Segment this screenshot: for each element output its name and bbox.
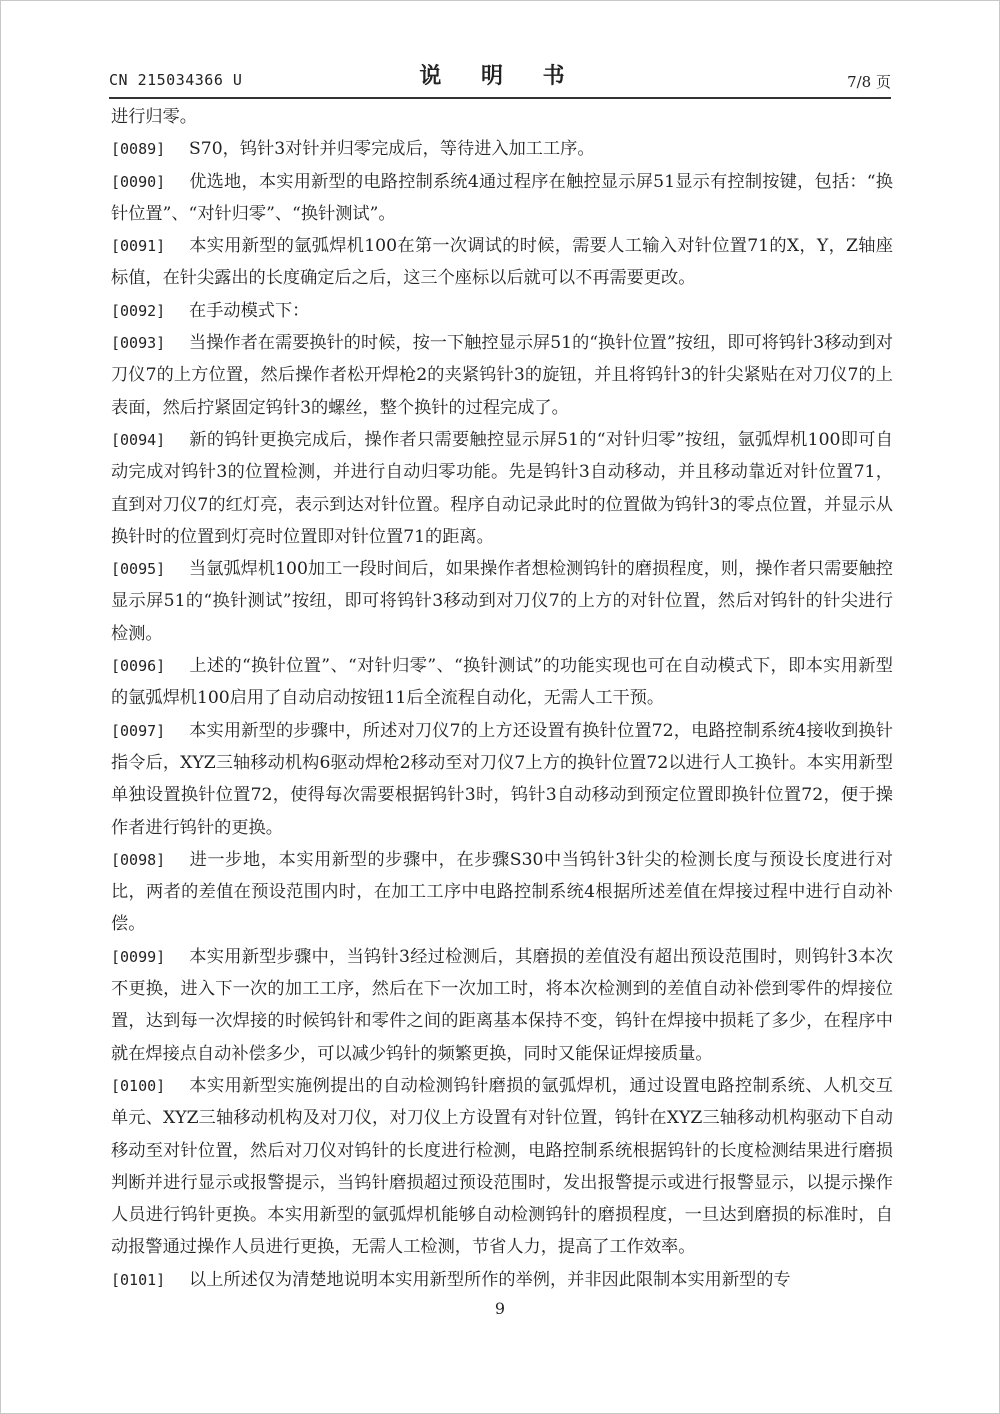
document-body <box>111 101 893 1296</box>
paragraph-number: [0100] <box>111 1076 166 1095</box>
paragraph <box>111 166 893 231</box>
paragraph-text: 本实用新型步骤中，当钨针3经过检测后，其磨损的差值没有超出预设范围时，则钨针3本次不更换，进入下一次的加工工序，然后在下一次加工时，将本次检测到的差值自动补偿到零件的焊接位置，达到每一次焊接的时候钨针和零件之间的距离基本保持不变，钨针在焊接中损耗了多少，在程序中就在焊接点自动补偿多少，可以减少钨针的频繁更换，同时又能保证焊接质量。 <box>111 946 893 1064</box>
paragraph-text: 当氩弧焊机100加工一段时间后，如果操作者想检测钨针的磨损程度，则，操作者只需要触控显示屏51的“换针测试”按纽，即可将钨针3移动到对刀仪7的上方的对针位置，然后对钨针的针尖进行检测。 <box>111 559 893 644</box>
paragraph-number: [0099] <box>111 947 166 966</box>
paragraph <box>111 230 893 295</box>
paragraph-number: [0097] <box>111 721 166 740</box>
paragraph <box>111 295 893 327</box>
paragraph <box>111 844 893 941</box>
paragraph-text: 本实用新型的步骤中，所述对刀仪7的上方还设置有换针位置72，电路控制系统4接收到换针指令后，XYZ三轴移动机构6驱动焊枪2移动至对刀仪7上方的换针位置72以进行人工换针。本实用新型单独设置换针位置72，使得每次需要根据钨针3时，钨针3自动移动到预定位置即换针位置72，便于操作者进行钨针的更换。 <box>111 720 893 838</box>
paragraph-text: 优选地，本实用新型的电路控制系统4通过程序在触控显示屏51显示有控制按键，包括：“换针位置”、“对针归零”、“换针测试”。 <box>111 171 893 224</box>
header-rule <box>109 97 891 99</box>
paragraph-number: [0090] <box>111 172 166 191</box>
paragraph-number: [0094] <box>111 430 166 449</box>
paragraph-text: 进一步地，本实用新型的步骤中，在步骤S30中当钨针3针尖的检测长度与预设长度进行对比，两者的差值在预设范围内时，在加工工序中电路控制系统4根据所述差值在焊接过程中进行自动补偿。 <box>111 849 893 935</box>
paragraph <box>111 424 893 553</box>
page-header <box>109 57 891 97</box>
paragraph-text: 当操作者在需要换针的时候，按一下触控显示屏51的“换针位置”按纽，即可将钨针3移动到对刀仪7的上方位置，然后操作者松开焊枪2的夹紧钨针3的旋钮，并且将钨针3的针尖紧贴在对刀仪7的上表面，然后拧紧固定钨针3的螺丝，整个换针的过程完成了。 <box>111 333 893 418</box>
paragraph-number: [0092] <box>111 301 166 320</box>
paragraph-number: [0091] <box>111 237 166 256</box>
paragraph <box>111 650 893 715</box>
paragraph-text: 新的钨针更换完成后，操作者只需要触控显示屏51的“对针归零”按纽，氩弧焊机100即可自动完成对钨针3的位置检测，并进行自动归零功能。先是钨针3自动移动，并且移动靠近对针位置71，直到对刀仪7的红灯亮，表示到达对针位置。程序自动记录此时的位置做为钨针3的零点位置，并显示从换针时的位置到灯亮时位置即对针位置71的距离。 <box>111 429 893 547</box>
paragraph-text: 上述的“换针位置”、“对针归零”、“换针测试”的功能实现也可在自动模式下，即本实用新型的氩弧焊机100启用了自动启动按钮11后全流程自动化，无需人工干预。 <box>111 656 893 709</box>
paragraph-text: 以上所述仅为清楚地说明本实用新型所作的举例，并非因此限制本实用新型的专 <box>189 1269 791 1290</box>
paragraph <box>111 101 893 133</box>
paragraph-number: [0098] <box>111 850 166 869</box>
page-number: 9 <box>494 1299 506 1318</box>
paragraph-number: [0095] <box>111 560 166 579</box>
paragraph <box>111 1070 893 1264</box>
paragraph-text: 在手动模式下： <box>189 300 310 321</box>
paragraph <box>111 1264 893 1296</box>
document-title: 说 明 书 <box>419 64 581 89</box>
paragraph-number: [0093] <box>111 334 166 353</box>
paragraph-text: 本实用新型实施例提出的自动检测钨针磨损的氩弧焊机，通过设置电路控制系统、人机交互单元、XYZ三轴移动机构及对刀仪，对刀仪上方设置有对针位置，钨针在XYZ三轴移动机构驱动下自动移动至对针位置，然后对刀仪对钨针的长度进行检测，电路控制系统根据钨针的长度检测结果进行磨损判断并进行显示或报警提示，当钨针磨损超过预设范围时，发出报警提示或进行报警显示，以提示操作人员进行钨针更换。本实用新型的氩弧焊机能够自动检测钨针的磨损程度，一旦达到磨损的标准时，自动报警通过操作人员进行更换，无需人工检测，节省人力，提高了工作效率。 <box>111 1075 893 1258</box>
paragraph <box>111 941 893 1070</box>
page-of-indicator: 7/8 页 <box>847 73 891 91</box>
paragraph-number: [0101] <box>111 1270 166 1289</box>
paragraph-text: 本实用新型的氩弧焊机100在第一次调试的时候，需要人工输入对针位置71的X，Y，Z轴座标值，在针尖露出的长度确定后之后，这三个座标以后就可以不再需要更改。 <box>111 236 893 289</box>
paragraph <box>111 715 893 844</box>
paragraph <box>111 327 893 424</box>
paragraph-number: [0089] <box>111 140 166 159</box>
paragraph-text: 进行归零。 <box>111 107 197 127</box>
paragraph <box>111 553 893 650</box>
paragraph-number: [0096] <box>111 657 166 676</box>
paragraph-text: S70，钨针3对针并归零完成后，等待进入加工工序。 <box>189 139 595 160</box>
paragraph <box>111 133 893 165</box>
patent-number: CN 215034366 U <box>109 71 243 89</box>
